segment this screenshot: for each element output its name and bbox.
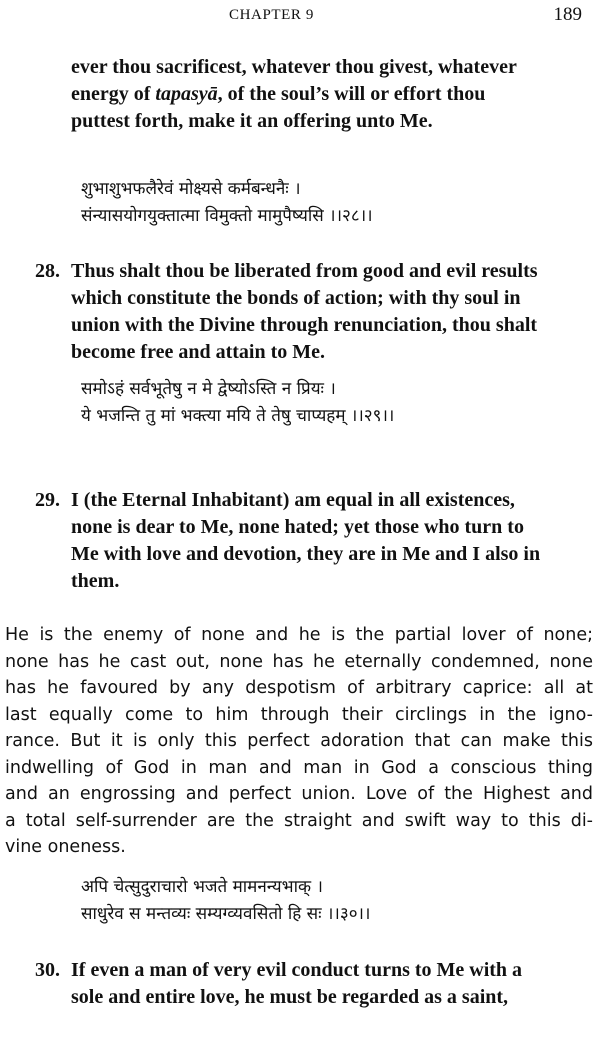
verse-28 <box>35 258 538 366</box>
verse-line: them. <box>71 570 120 592</box>
sanskrit-line: अपि चेत्सुदुराचारो भजते मामनन्यभाक् । <box>81 877 323 897</box>
verse-number: 30. <box>35 959 60 981</box>
verse-30 <box>35 957 522 1011</box>
verse-line: 29. I (the Eternal Inhabitant) am equal in all existences, <box>35 487 540 514</box>
verse-27-continuation <box>71 54 517 135</box>
commentary-line: vine oneness. <box>5 837 126 857</box>
verse-number: 28. <box>35 260 60 282</box>
verse-line: Me with love and devotion, they are in Me and I also in <box>71 543 541 565</box>
verse-line: 28. Thus shalt thou be liberated from good and evil results <box>35 258 538 285</box>
verse-line: puttest forth, make it an offering unto Me. <box>71 110 433 132</box>
sanskrit-line: ये भजन्ति तु मां भक्त्या मयि ते तेषु चाप्यहम् ।।२९।। <box>81 406 395 426</box>
verse-line: ever thou sacrificest, whatever thou givest, whatever <box>71 56 517 78</box>
commentary-line: rance. But it is only this perfect adoration that can make this <box>5 731 593 751</box>
page-number: 189 <box>553 4 582 25</box>
sanskrit-verse-29 <box>81 376 394 430</box>
sanskrit-line: साधुरेव स मन्तव्यः सम्यग्व्यवसितो हि सः ।।३०।। <box>81 904 371 924</box>
commentary-line: last equally come to him through their circlings in the igno- <box>5 704 593 725</box>
sanskrit-line: समोऽहं सर्वभूतेषु न मे द्वेष्योऽस्ति न प्रियः । <box>81 379 336 399</box>
sanskrit-line: संन्यासयोगयुक्तात्मा विमुक्तो मामुपैष्यसि ।।२८।। <box>81 206 373 226</box>
running-header <box>0 4 600 28</box>
sanskrit-verse-28 <box>81 176 373 230</box>
verse-line: energy of tapasyā, of the soul’s will or effort thou <box>71 83 486 105</box>
verse-number: 29. <box>35 489 60 511</box>
italic-term: tapasyā <box>155 83 218 105</box>
commentary-line: He is the enemy of none and he is the partial lover of none; <box>5 625 593 645</box>
verse-line: union with the Divine through renunciation, thou shalt <box>71 314 538 336</box>
chapter-heading: CHAPTER 9 <box>229 7 314 23</box>
sanskrit-verse-30 <box>81 874 370 928</box>
verse-line: sole and entire love, he must be regarded as a saint, <box>71 986 509 1008</box>
commentary-line: a total self-surrender are the straight and swift way to this di- <box>5 810 593 831</box>
commentary-paragraph <box>5 622 593 861</box>
verse-line: which constitute the bonds of action; with thy soul in <box>71 287 521 309</box>
commentary-line: indwelling of God in man and man in God a conscious thing <box>5 757 593 778</box>
verse-line: 30. If even a man of very evil conduct turns to Me with a <box>35 957 522 984</box>
commentary-line: none has he cast out, none has he eternally condemned, none <box>5 651 593 672</box>
verse-line: become free and attain to Me. <box>71 341 326 363</box>
sanskrit-line: शुभाशुभफलैरेवं मोक्ष्यसे कर्मबन्धनैः । <box>81 179 301 199</box>
verse-29 <box>35 487 540 595</box>
verse-line: none is dear to Me, none hated; yet those who turn to <box>71 516 524 538</box>
commentary-line: has he favoured by any despotism of arbitrary caprice: all at <box>5 678 593 698</box>
commentary-line: and an engrossing and perfect union. Love of the Highest and <box>5 784 593 804</box>
